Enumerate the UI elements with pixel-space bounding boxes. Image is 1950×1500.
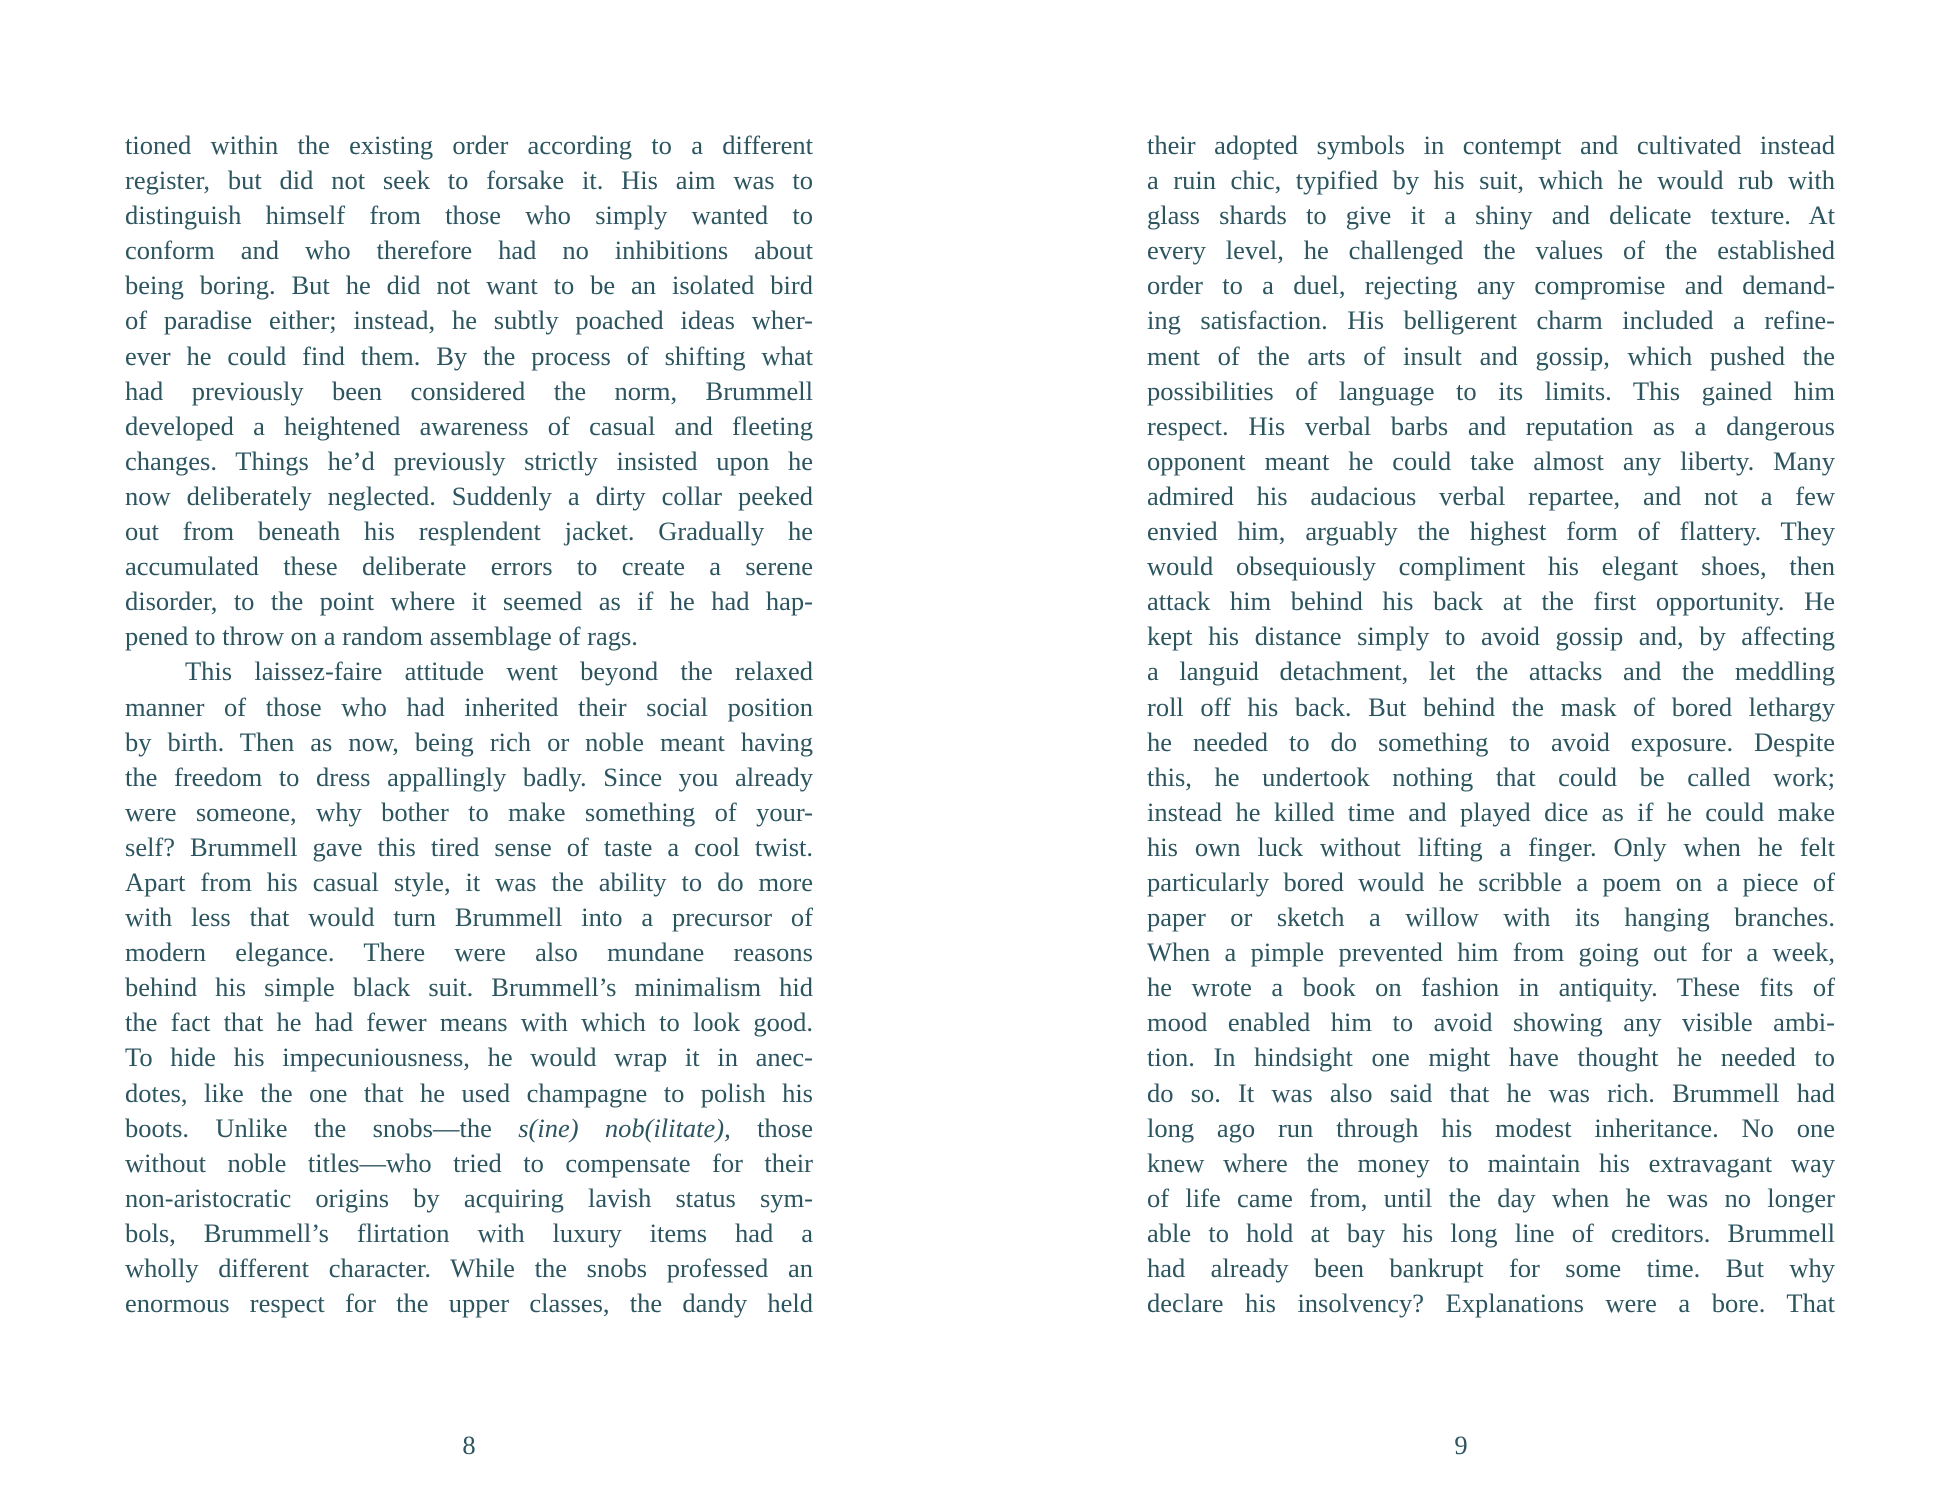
text-line: this, he undertook nothing that could be called work; [1147,761,1835,792]
text-line: tion. In hindsight one might have thought he needed to [1147,1042,1835,1073]
text-line: distinguish himself from those who simply wanted to [125,200,813,231]
text-line: accumulated these deliberate errors to create a serene [125,551,813,582]
text-line: by birth. Then as now, being rich or noble meant having [125,726,813,757]
text-line: To hide his impecuniousness, he would wrap it in anec- [125,1042,813,1073]
text-line: he wrote a book on fashion in antiquity. These fits of [1147,972,1835,1003]
text-line: self? Brummell gave this tired sense of taste a cool twist. [125,831,813,862]
text-line: behind his simple black suit. Brummell’s minimalism hid [125,972,813,1003]
text-line: kept his distance simply to avoid gossip and, by affecting [1147,621,1835,652]
text-line: a languid detachment, let the attacks and the meddling [1147,656,1835,687]
text-line: ing satisfaction. His belligerent charm included a refine- [1147,305,1835,336]
text-line: the fact that he had fewer means with which to look good. [125,1007,813,1038]
text-line: tioned within the existing order according to a different [125,130,813,160]
snob-line-after: those [730,1112,813,1143]
text-line: mood enabled him to avoid showing any visible ambi- [1147,1007,1835,1038]
text-line: opponent meant he could take almost any liberty. Many [1147,445,1835,476]
text-line: admired his audacious verbal repartee, and not a few [1147,480,1835,511]
right-page-text [1147,128,1835,1321]
text-line: disorder, to the point where it seemed as if he had hap- [125,586,813,617]
text-line: particularly bored would he scribble a poem on a piece of [1147,866,1835,897]
page-number: 9 [1454,1430,1468,1460]
text-line: manner of those who had inherited their social position [125,691,813,722]
text-line: respect. His verbal barbs and reputation as a dangerous [1147,410,1835,441]
text-line: glass shards to give it a shiny and delicate texture. At [1147,200,1835,231]
text-line: long ago run through his modest inheritance. No one [1147,1112,1835,1143]
text-line: attack him behind his back at the first opportunity. He [1147,586,1835,617]
text-line: modern elegance. There were also mundane reasons [125,937,813,968]
text-line: their adopted symbols in contempt and cultivated instead [1147,130,1835,160]
text-line: every level, he challenged the values of the established [1147,235,1835,266]
text-line: being boring. But he did not want to be an isolated bird [125,270,813,301]
text-line: possibilities of language to its limits. This gained him [1147,375,1835,406]
text-line: the freedom to dress appallingly badly. Since you already [125,761,813,792]
text-line: ever he could find them. By the process of shifting what [125,340,813,371]
paragraph-start-line: This laissez-faire attitude went beyond the relaxed [185,656,813,687]
text-line: of life came from, until the day when he was no longer [1147,1182,1835,1213]
text-line: declare his insolvency? Explanations were a bore. That [1147,1288,1835,1319]
page-number: 8 [462,1430,476,1460]
text-line: envied him, arguably the highest form of flattery. They [1147,516,1835,547]
text-line: roll off his back. But behind the mask of bored lethargy [1147,691,1835,722]
text-line: Apart from his casual style, it was the ability to do more [125,866,813,897]
text-line: ment of the arts of insult and gossip, which pushed the [1147,340,1835,371]
text-line: his own luck without lifting a finger. Only when he felt [1147,831,1835,862]
text-line: conform and who therefore had no inhibitions about [125,235,813,266]
text-line: register, but did not seek to forsake it. His aim was to [125,165,813,196]
text-line: had already been bankrupt for some time. But why [1147,1253,1835,1283]
text-line: knew where the money to maintain his extravagant way [1147,1147,1835,1178]
italic-latin-phrase: s(ine) nob(ilitate), [518,1112,731,1143]
text-line: enormous respect for the upper classes, the dandy held [125,1288,813,1319]
text-line: order to a duel, rejecting any compromise and demand- [1147,270,1835,301]
text-line: non-aristocratic origins by acquiring lavish status sym- [125,1182,813,1213]
text-line: were someone, why bother to make something of your- [125,796,813,827]
snob-line-before: boots. Unlike the snobs—the [125,1112,519,1143]
text-line: When a pimple prevented him from going out for a week, [1147,937,1835,968]
text-line: without noble titles—who tried to compensate for their [125,1147,813,1178]
text-line: bols, Brummell’s flirtation with luxury items had a [125,1217,813,1248]
right-page [975,0,1950,1500]
left-page-text [125,128,813,1321]
paragraph-end-line: pened to throw on a random assemblage of rags. [125,621,638,652]
text-line: out from beneath his resplendent jacket. Gradually he [125,516,813,547]
text-line: instead he killed time and played dice as if he could make [1147,796,1835,827]
text-line: developed a heightened awareness of casual and fleeting [125,410,813,441]
text-line: of paradise either; instead, he subtly poached ideas wher- [125,305,813,336]
text-line: he needed to do something to avoid exposure. Despite [1147,726,1835,757]
text-line: able to hold at bay his long line of creditors. Brummell [1147,1217,1835,1248]
text-line: paper or sketch a willow with its hanging branches. [1147,902,1835,933]
text-line: wholly different character. While the snobs professed an [125,1253,813,1283]
text-line: a ruin chic, typified by his suit, which he would rub with [1147,165,1835,196]
text-line: with less that would turn Brummell into a precursor of [125,902,813,933]
text-line: had previously been considered the norm, Brummell [125,375,813,406]
text-line: do so. It was also said that he was rich. Brummell had [1147,1077,1835,1108]
text-line: now deliberately neglected. Suddenly a dirty collar peeked [125,480,813,511]
text-line: dotes, like the one that he used champagne to polish his [125,1077,813,1108]
text-line: would obsequiously compliment his elegant shoes, then [1147,551,1835,582]
text-line-with-italic [125,1111,813,1146]
text-line: changes. Things he’d previously strictly insisted upon he [125,445,813,476]
